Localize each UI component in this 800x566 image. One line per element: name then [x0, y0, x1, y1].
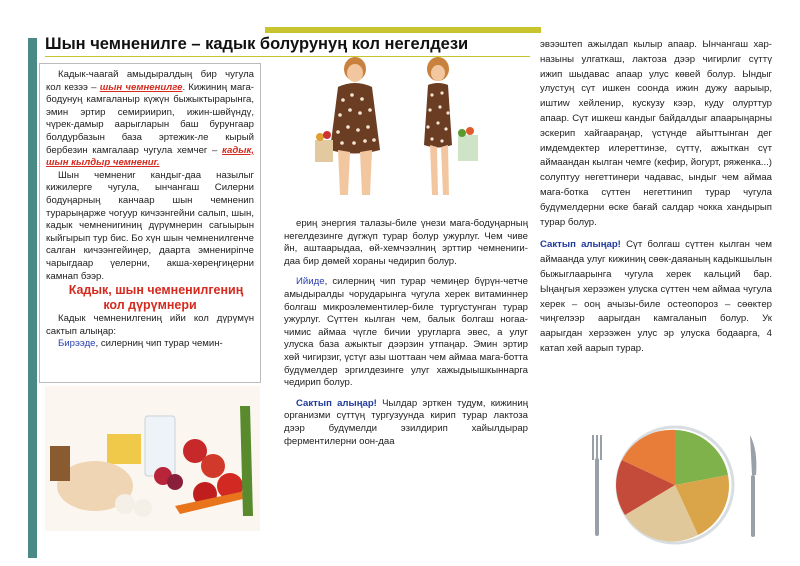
healthy-food-photo	[45, 386, 260, 531]
fork-icon	[592, 435, 602, 536]
middle-paragraph-1: ериң энергия талазы-биле үнези мага-бодуңарның негелдезинге дүгжүп турар болур ужурлуг. Чем чиве​йн, аштаарыдаа, өй-хемчээлниң эрттир чемнениrи-даа бир дөмей хораны чедирип болур.	[284, 218, 528, 267]
intro-paragraph: Кадык-чаагай амыдыралдың бир чугула кол кезээ – шын чемненилге. Кижиниң мага-бодунуң камгаланыр күжүн быжыктырарынга, эмин эртир семириириn, ижин-шөйүндү, чүрек-дамыр аарыгларын баш бурунгаар болдурбазын база эртежик-ле кырый бербезин камгалаар чугула хемчег – кадык, шын кылдыр чемнениr.	[46, 69, 254, 169]
two-women-illustration	[310, 55, 505, 205]
intro-box	[39, 63, 261, 383]
right-paragraph-1: эвээштеп ажылдап кылыр апаар. Ынчангаш хар-назыны улгаткаш, лактоза дээр чигирлиг сүттү ижип шыдавас апаар улус көвей болур. Ындыг улустуң сүт ишкен соонда ижин дужу аарыыр, иштиw хейленир, кускузу кээр, куду олурттур апаар. Сүт ишкеш кандыг байдалдыг апаарыңарны эскерип хайгаараңар, үстүнде айыттынган дег имдемдектер илереттинзе, сүттү, ажыткан сүт аймаандан кылган чемге (кефир, йогурт, ряженка...) солуптуу негеттинери чадавас, ындыг чем аймаа мага-ботка сүттен негеттинип турар чугула будүмелдерни өске бағай салдар чокка хандырып турар болур.	[540, 39, 772, 228]
middle-paragraph-3: Сактып алыңар! Чылдар эрткен тудум, кижиниң организми сүттүң тургузуунда кирип турар лактоза дээр будүмелди эзилдирип хайылдырар ферментилерни оон-даа	[284, 397, 528, 447]
intro-paragraph-2: Шын чемнениr кандыг-даа назылыг кижилерге чугула, ынчангаш Силерни бодуңарның канчаар шын чемнениn турарыңарже чогуур кичээнгейни салып, шын, кадык чемнениrиниң дүрүмнерин сагыырын кыйгырып тур бис. Бо хүн шын чемненилгенче салган кичээнгейиңер, даарта эмненирinче чарыгдаар үелерни, акша-хөреңгиңерни камнап бээр.	[46, 169, 254, 282]
section-subheading: Кадык, шын чемненилгениң кол дүрүмнери	[68, 283, 244, 313]
middle-paragraph-2: Ийиде, силерниң чип турар чемиңер бүрүн-четче амыдыралды чорударынга чугула херек витаминнер болгаш микроэлементилер-биле тургустунган турар ужурлуг. Сүттен кылган чем, балык болгаш ногаа-чимис аймаа чүгле бичии уругларга эвес, а улуг улуска база ажыктыг дээрзин утпаңар. Эмин эртир хөй чигирзиг, үстүг азы шоттаан чем аймаа мага-ботта будүмелдер эргилдезинге улуг хажыдыышкыннарга чедирип болур.	[284, 276, 528, 389]
right-column	[540, 38, 772, 357]
knife-icon	[750, 435, 756, 537]
right-paragraph-2: Сактып алыңар! Сүт болгаш сүттен кылган чем аймаанда улуг кижиниң сөөк-даяаның кадыкшылын быжыглаарынга чугула херек кальций бар. Ыңаңгыя херээжен улуска сүттен чем аймаа чугула херек – оoң ачызы-биле остеопороз – сөөктер чиңгелээр аарыгдан камгаланып болур. Ук аарыгдан херээжен улус эр улуска бодаарга, 4 катап хөй аарып турар.	[540, 239, 773, 354]
page-title: Шын чемненилге – кадык болуруну​ң кол негелдези	[45, 35, 530, 57]
rules-intro: Кадык чемненилгениң ийи кол дүрүмүн сактып алыңар:	[46, 313, 254, 337]
woman-right-figure	[424, 57, 478, 195]
rule-one: Бирээде, силерниң чип турар чемин-	[58, 338, 223, 350]
sidebar-accent-bar	[28, 38, 37, 558]
food-plate-illustration	[580, 420, 770, 550]
middle-column	[284, 218, 528, 456]
top-accent-line	[265, 27, 541, 33]
woman-left-figure	[315, 57, 380, 195]
